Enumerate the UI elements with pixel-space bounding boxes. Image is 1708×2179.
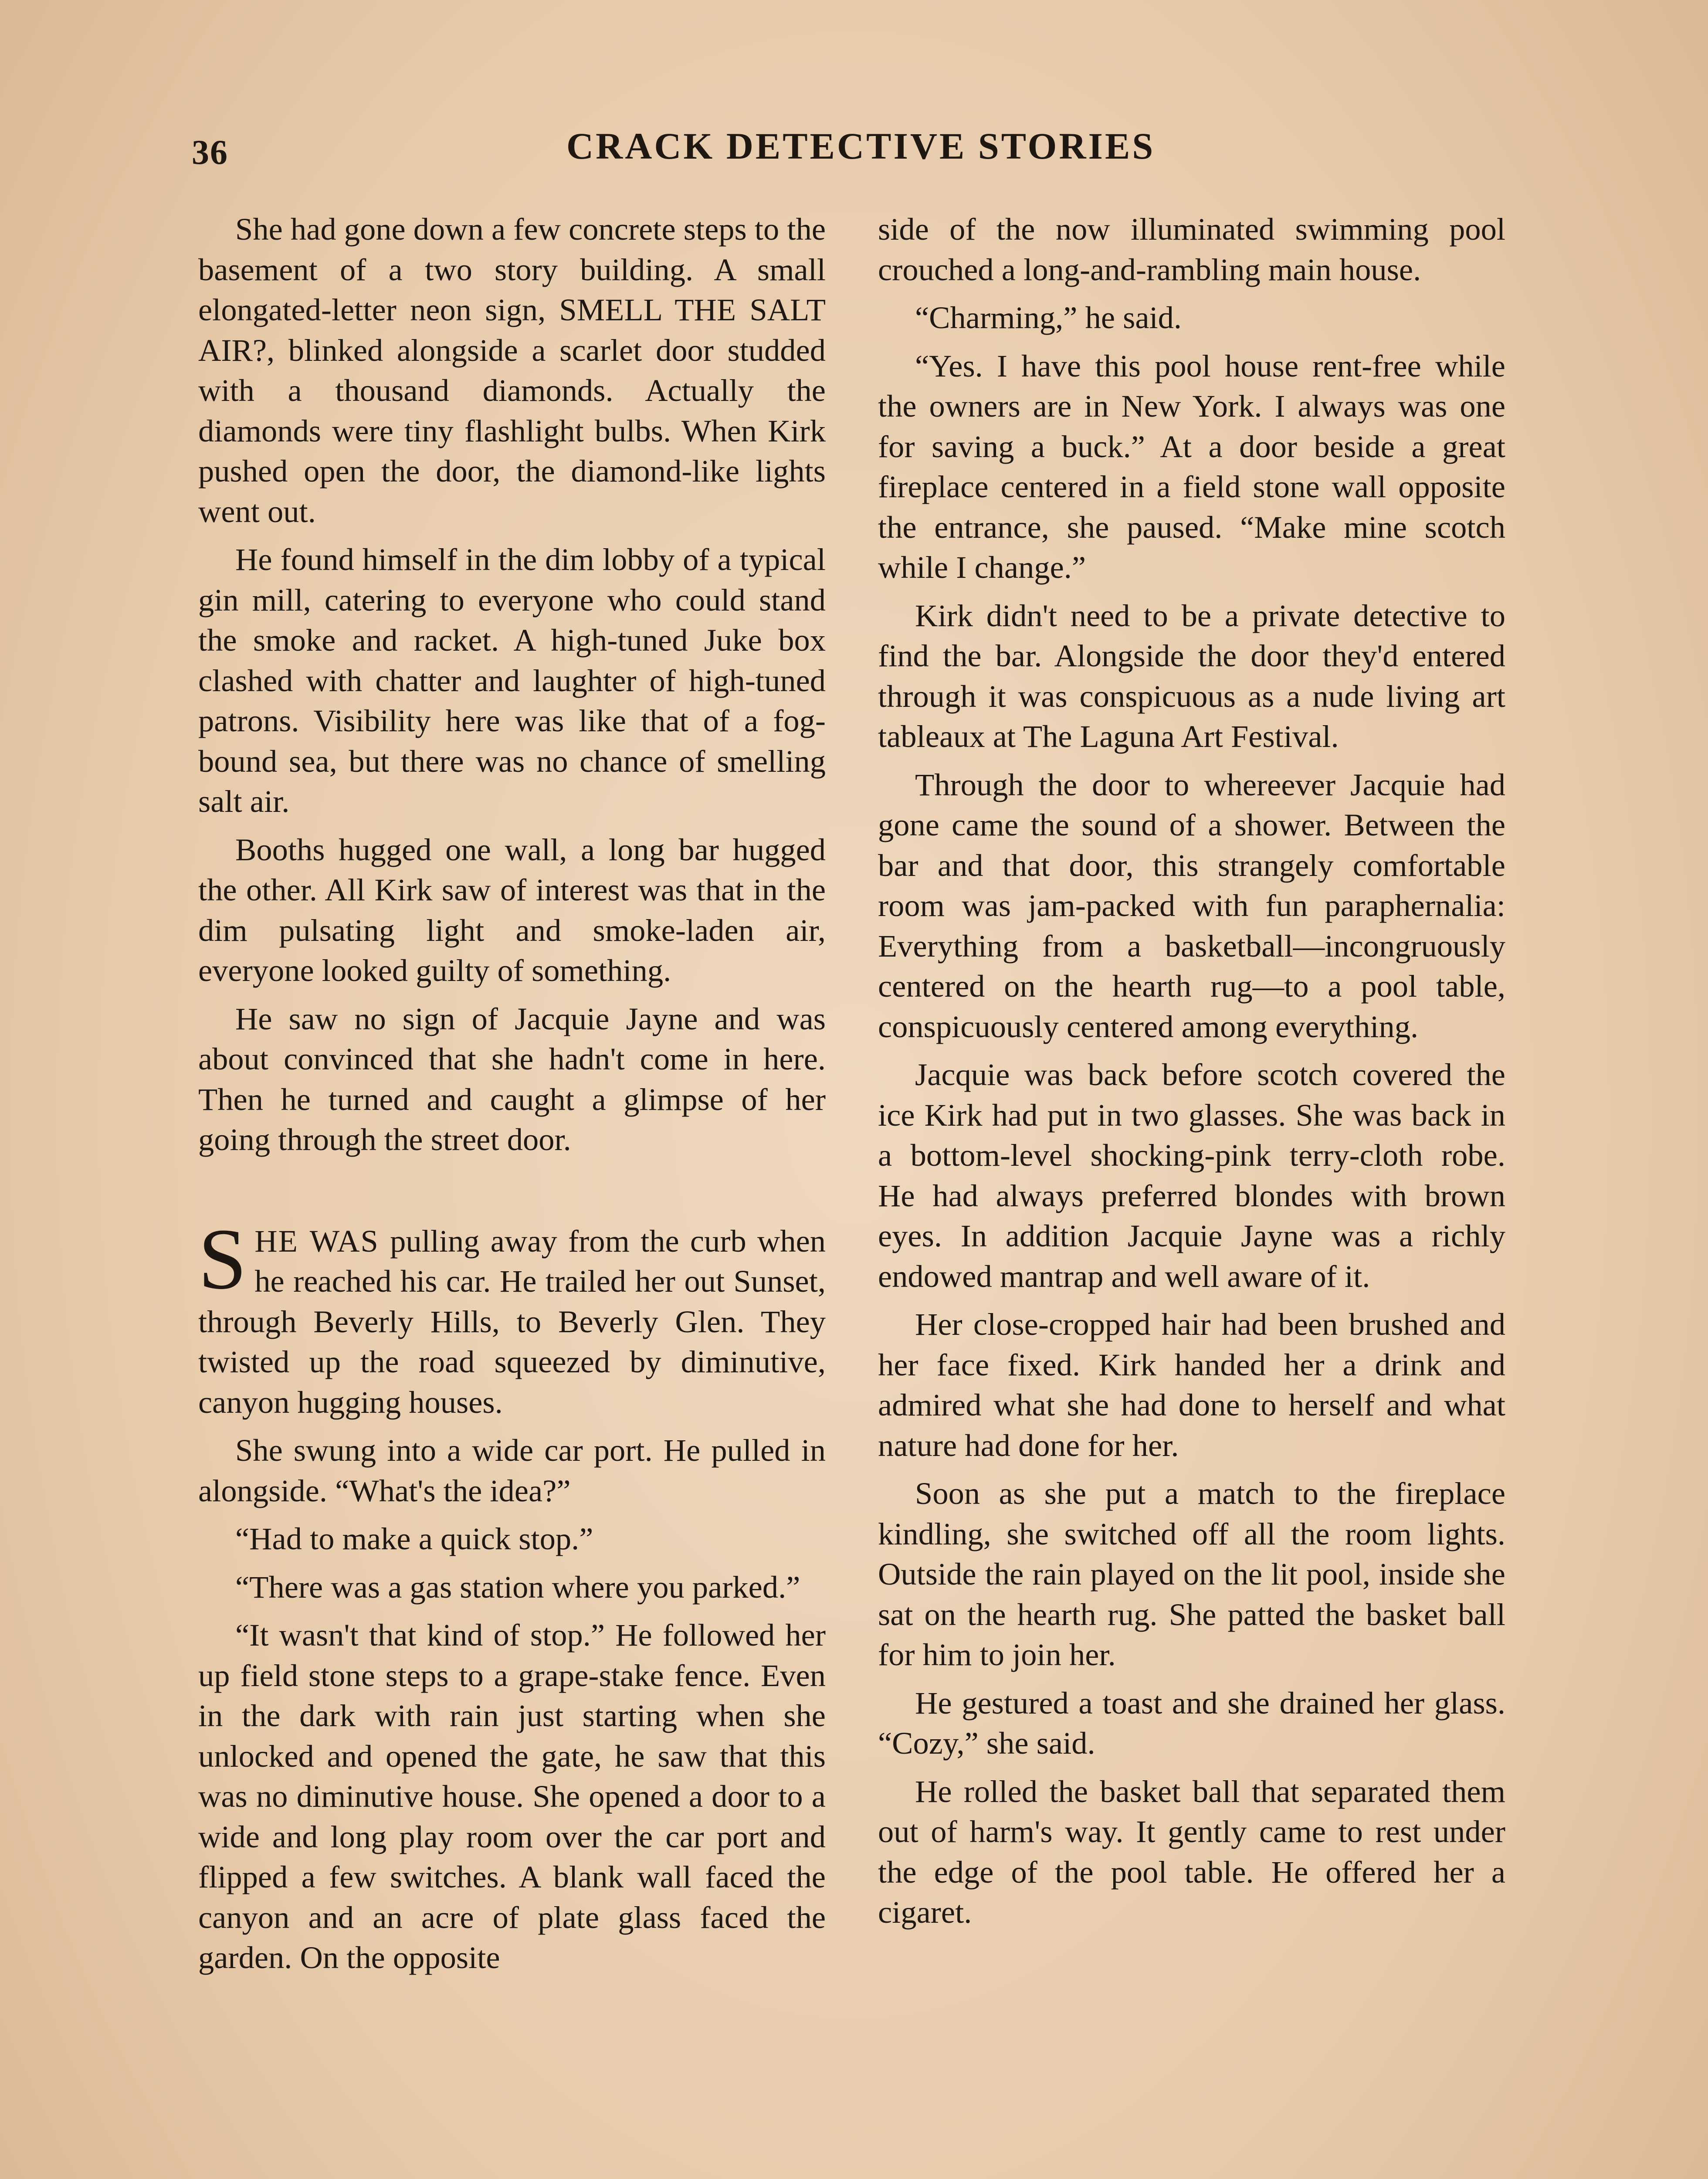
paragraph: “Yes. I have this pool house rent-free while the owners are in New York. I always was one for saving a buck.” At a door beside a great fireplace centered in a field stone wall opposite the entrance, she paused. “Make mine scotch while I change.”	[878, 348, 1505, 585]
page-number: 36	[192, 133, 228, 172]
paragraph: Through the door to whereever Jacquie had gone came the sound of a shower. Between the bar and that door, this strangely comfortable room was jam-packed with fun paraphernalia: Everything from a basketball—incongruously centered on the hearth rug—to a pool table, conspicuously centered among everything.	[878, 767, 1505, 1044]
paragraph: He gestured a toast and she drained her glass. “Cozy,” she said.	[878, 1685, 1505, 1761]
lead-in-text: pulling away from the curb when he reached his car. He trailed her out Sunset, through Beverly Hills, to Beverly Glen. They twisted up the road squeezed by diminutive, canyon hugging houses.	[198, 1223, 826, 1420]
paragraph: He saw no sign of Jacquie Jayne and was about convinced that she hadn't come in here. Then he turned and caught a glimpse of her going through the street door.	[198, 1001, 826, 1157]
paragraph: He found himself in the dim lobby of a typical gin mill, catering to everyone who could stand the smoke and racket. A high-tuned Juke box clashed with chatter and laughter of high-tuned patrons. Visibility here was like that of a fog-bound sea, but there was no chance of smelling salt air.	[198, 542, 826, 819]
paragraph: She had gone down a few concrete steps to the basement of a two story building. A small elongated-letter neon sign, SMELL THE SALT AIR?, blinked alongside a scarlet door studded with a thousand diamonds. Actually the diamonds were tiny flashlight bulbs. When Kirk pushed open the door, the diamond-like lights went out.	[198, 211, 826, 529]
page-header	[192, 124, 1516, 181]
paragraph: He rolled the basket ball that separated them out of harm's way. It gently came to rest under the edge of the pool table. He offered her a cigaret.	[878, 1773, 1505, 1930]
drop-cap: S	[198, 1211, 247, 1307]
paragraph: “It wasn't that kind of stop.” He followed her up field stone steps to a grape-stake fence. Even in the dark with rain just starting when she unlocked and opened the gate, he saw that this was no diminutive house. She opened a door to a wide and long play room over the car port and flipped a few switches. A blank wall faced the canyon and an acre of plate glass faced the garden. On the opposite	[198, 1617, 826, 1975]
paragraph: Jacquie was back before scotch covered the ice Kirk had put in two glasses. She was back in a bottom-level shocking-pink terry-cloth robe. He had always preferred blondes with brown eyes. In addition Jacquie Jayne was a richly endowed mantrap and well aware of it.	[878, 1057, 1505, 1294]
paragraph: Booths hugged one wall, a long bar hugged the other. All Kirk saw of interest was that in the dim pulsating light and smoke-laden air, everyone looked guilty of something.	[198, 832, 826, 988]
paragraph: “Charming,” he said.	[915, 300, 1182, 335]
paragraph: Soon as she put a match to the fireplace kindling, she switched off all the room lights. Outside the rain played on the lit pool, inside she sat on the hearth rug. She patted the basket ball for him to join her.	[878, 1476, 1505, 1672]
continued-paragraph: side of the now illuminated swimming pool crouched a long-and-rambling main house.	[878, 211, 1505, 287]
left-column	[198, 209, 826, 2179]
right-column	[878, 209, 1505, 2179]
paragraph: She swung into a wide car port. He pulled in alongside. “What's the idea?”	[198, 1432, 826, 1508]
lead-in-caps: HE WAS	[254, 1223, 379, 1259]
section-start-paragraph	[198, 1211, 826, 1423]
paragraph: Her close-cropped hair had been brushed and her face fixed. Kirk handed her a drink and admired what she had done to herself and what nature had done for her.	[878, 1307, 1505, 1463]
paragraph: Kirk didn't need to be a private detective to find the bar. Alongside the door they'd entered through it was conspicuous as a nude living art tableaux at The Laguna Art Festival.	[878, 597, 1505, 754]
running-title: CRACK DETECTIVE STORIES	[566, 125, 1156, 167]
paragraph: “There was a gas station where you parked.”	[235, 1569, 800, 1605]
paragraph: “Had to make a quick stop.”	[235, 1521, 593, 1556]
